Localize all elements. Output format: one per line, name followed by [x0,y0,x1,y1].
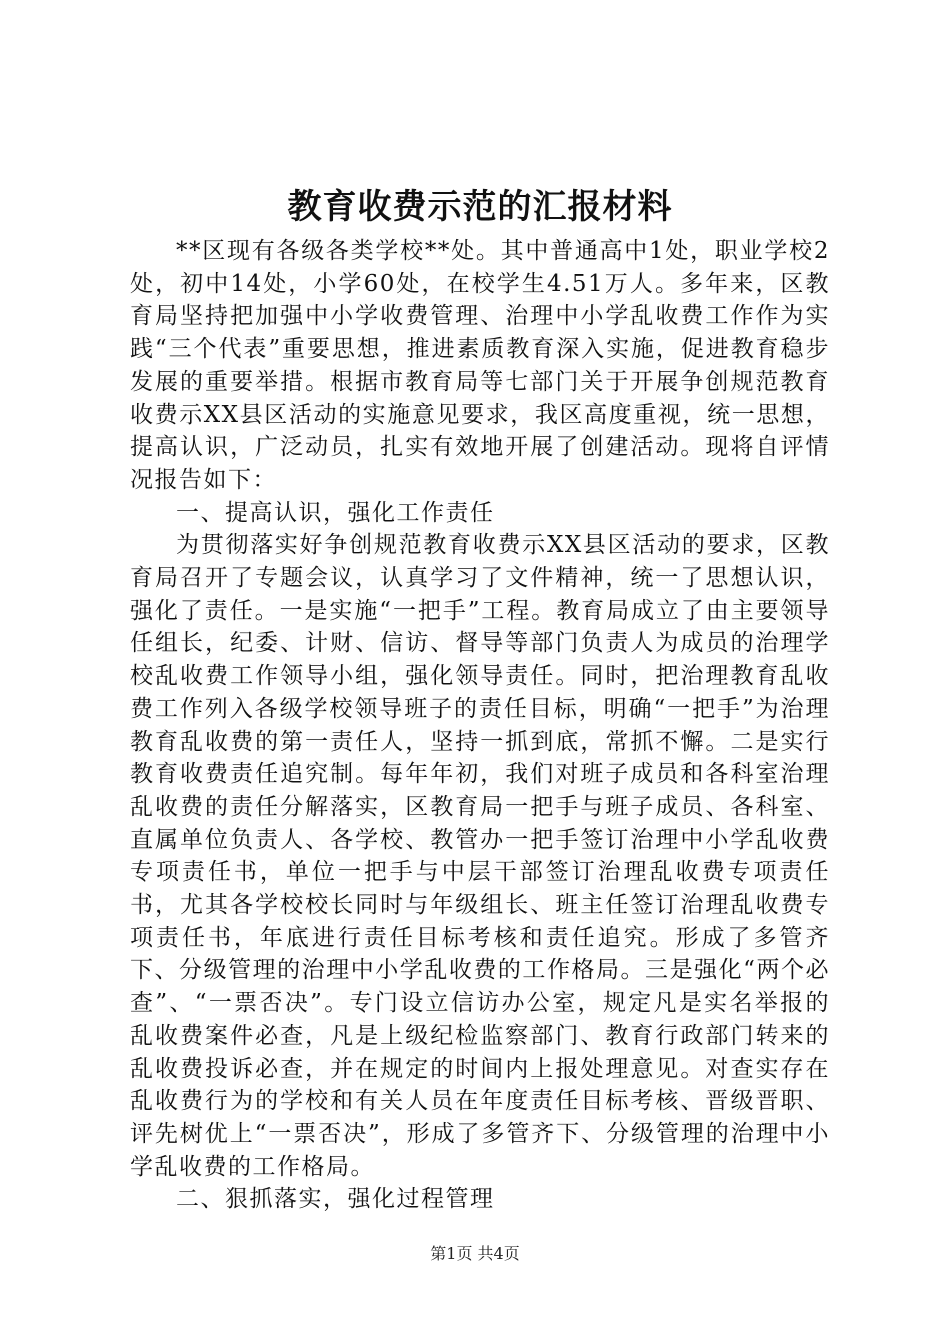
paragraph-section-1: 为贯彻落实好争创规范教育收费示XX县区活动的要求，区教育局召开了专题会议，认真学习了文件精神，统一了思想认识，强化了责任。一是实施“一把手”工程。教育局成立了由主要领导任组长，纪委、计财、信访、督导等部门负责人为成员的治理学校乱收费工作领导小组，强化领导责任。同时，把治理教育乱收费工作列入各级学校领导班子的责任目标，明确“一把手”为治理教育乱收费的第一责任人，坚持一抓到底，常抓不懈。二是实行教育收费责任追究制。每年年初，我们对班子成员和各科室治理乱收费的责任分解落实，区教育局一把手与班子成员、各科室、直属单位负责人、各学校、教管办一把手签订治理中小学乱收费专项责任书，单位一把手与中层干部签订治理乱收费专项责任书，尤其各学校校长同时与年级组长、班主任签订治理乱收费专项责任书，年底进行责任目标考核和责任追究。形成了多管齐下、分级管理的治理中小学乱收费的工作格局。三是强化“两个必查”、“一票否决”。专门设立信访办公室，规定凡是实名举报的乱收费案件必查，凡是上级纪检监察部门、教育行政部门转来的乱收费投诉必查，并在规定的时间内上报处理意见。对查实存在乱收费行为的学校和有关人员在年度责任目标考核、晋级晋职、评先树优上“一票否决”，形成了多管齐下、分级管理的治理中小学乱收费的工作格局。 [130,532,830,1180]
section-heading-1: 一、提高认识，强化工作责任 [176,499,495,526]
page-footer: 第1页 共4页 [430,1244,520,1263]
document-title: 教育收费示范的汇报材料 [287,187,673,227]
document-body [130,235,830,1216]
section-heading-2: 二、狠抓落实，强化过程管理 [176,1186,495,1213]
paragraph-intro: **区现有各级各类学校**处。其中普通高中1处，职业学校2处，初中14处，小学60处，在校学生4.51万人。多年来，区教育局坚持把加强中小学收费管理、治理中小学乱收费工作作为实践“三个代表”重要思想，推进素质教育深入实施，促进教育稳步发展的重要举措。根据市教育局等七部门关于开展争创规范教育收费示XX县区活动的实施意见要求，我区高度重视，统一思想，提高认识，广泛动员，扎实有效地开展了创建活动。现将自评情况报告如下： [130,238,830,493]
